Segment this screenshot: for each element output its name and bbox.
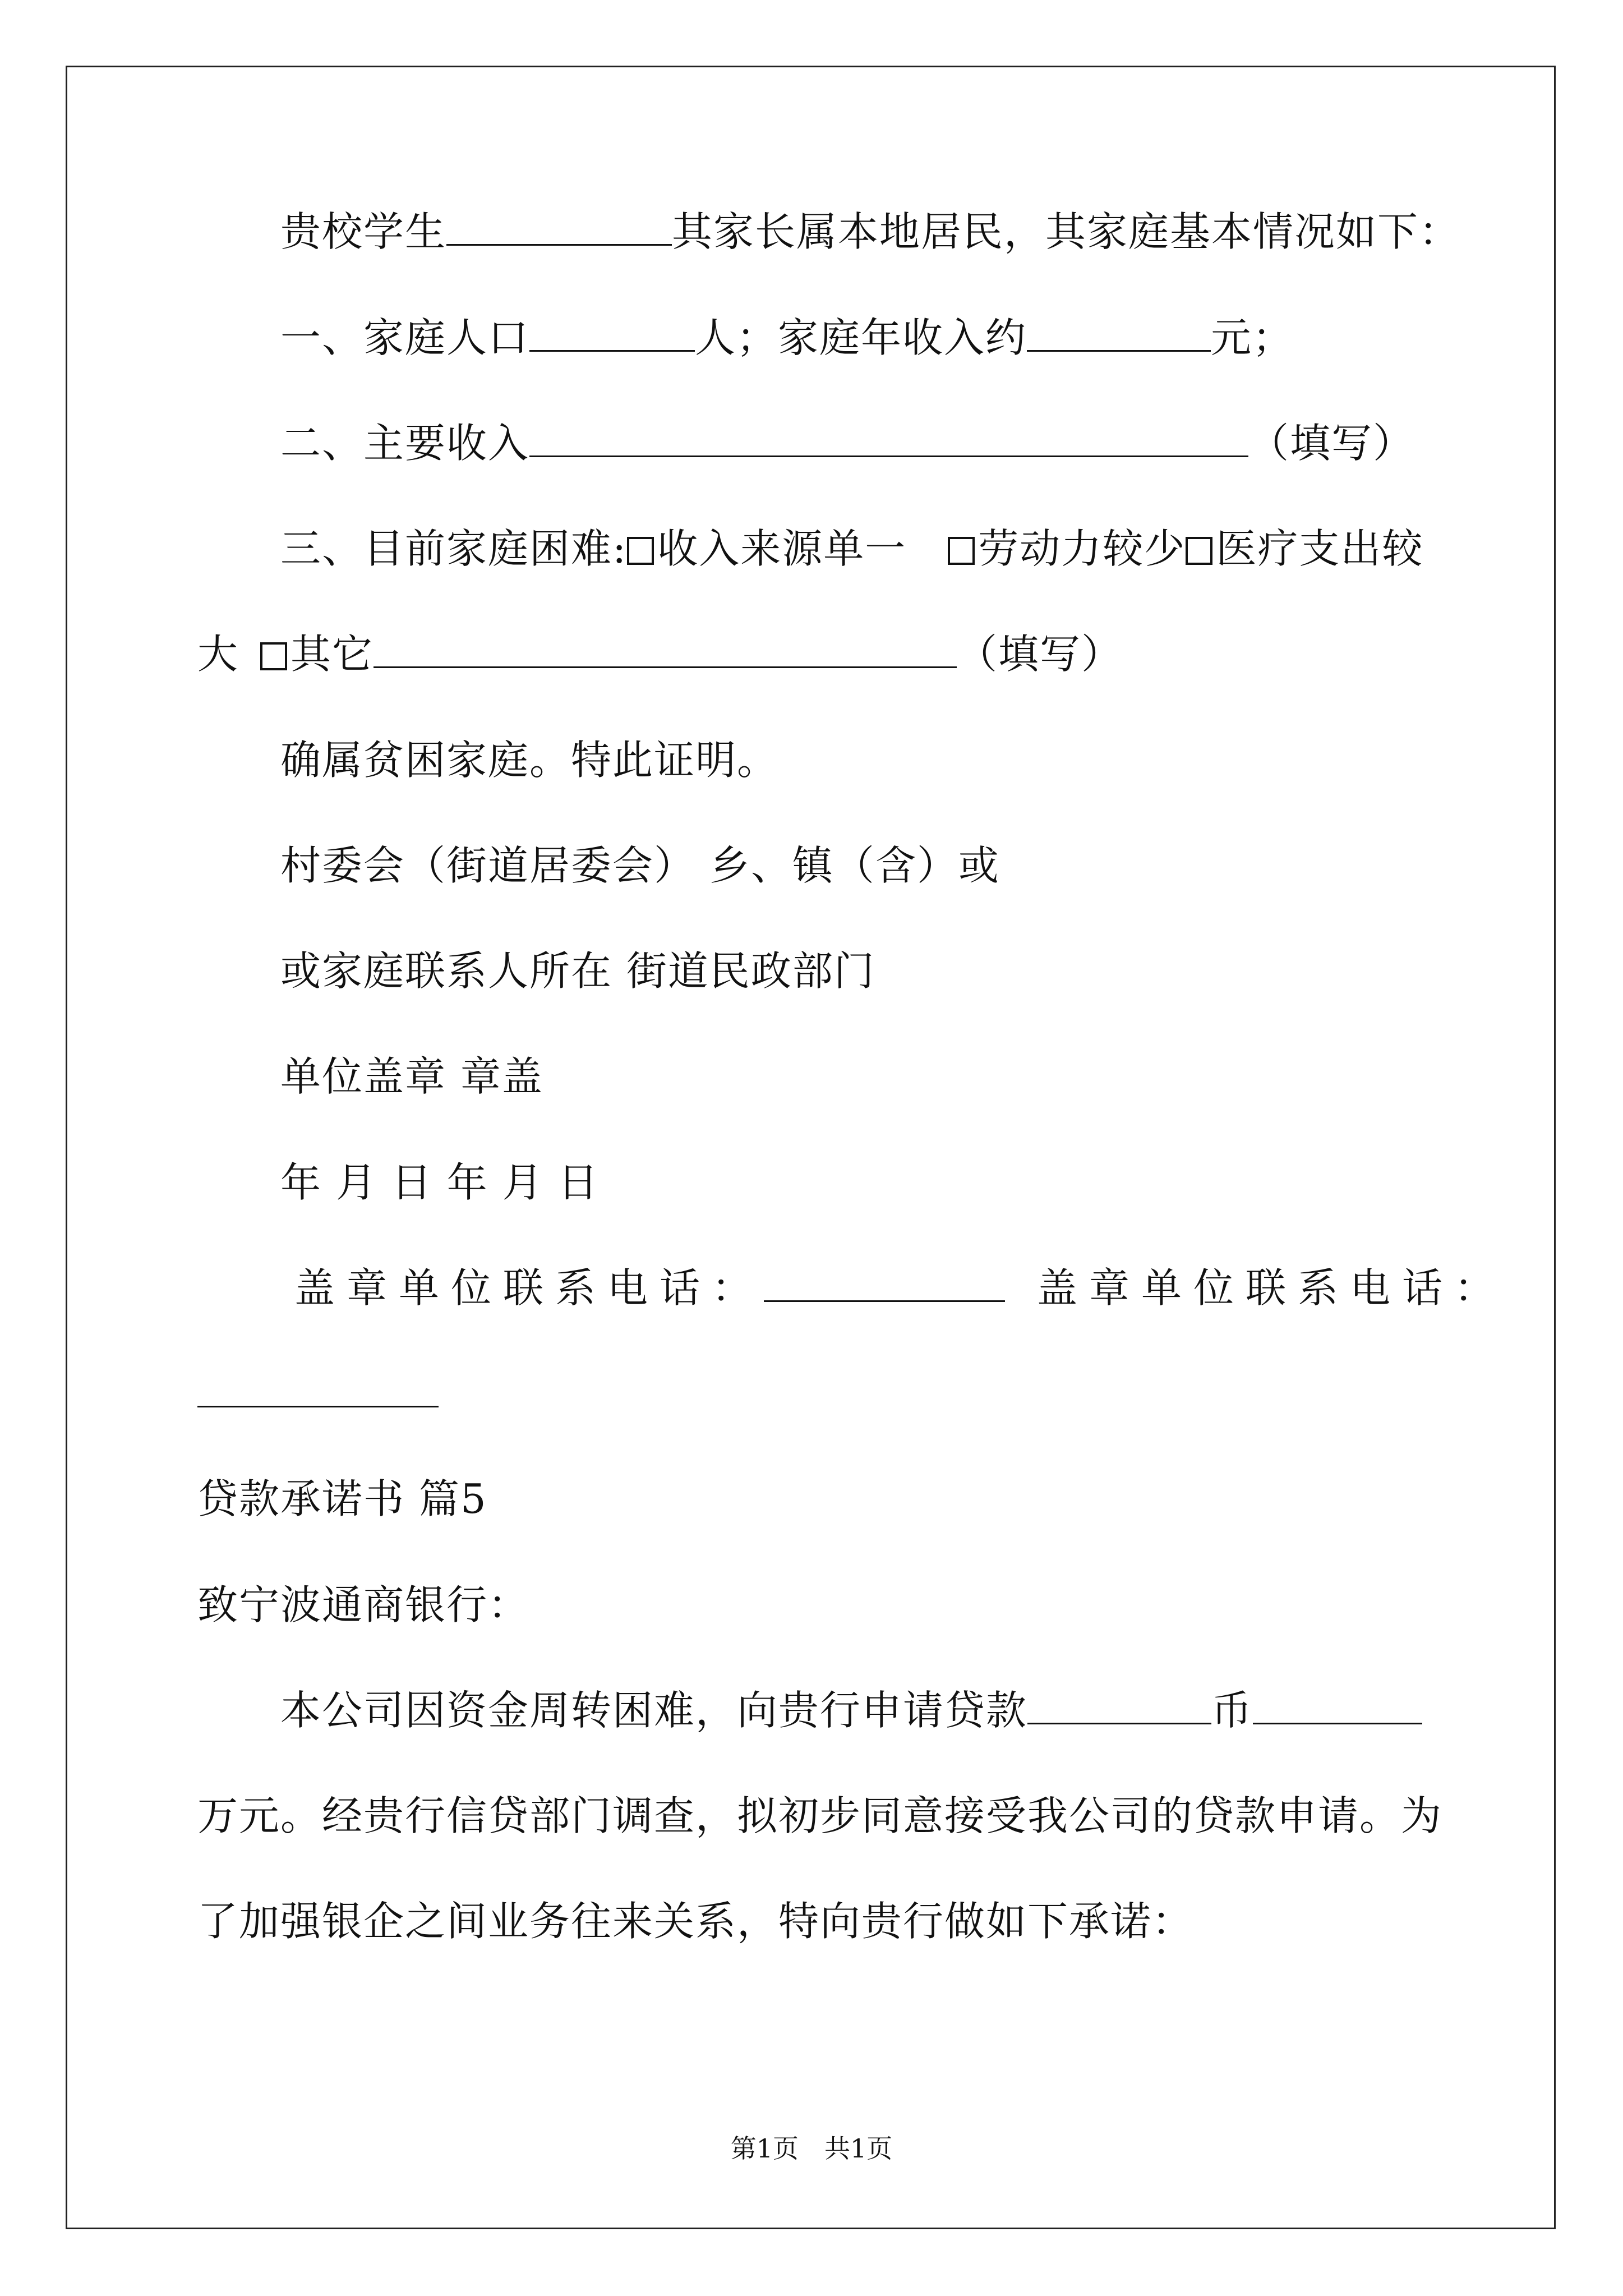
family-population-blank[interactable] <box>529 315 695 352</box>
student-name-blank[interactable] <box>446 209 672 246</box>
seal-phone-blank-1[interactable] <box>764 1266 1005 1302</box>
page-footer: 第1页 共1页 <box>730 2133 893 2164</box>
text-seal-phone-label-1: 盖章单位联系电话： <box>294 1264 764 1312</box>
text-fill-hint: （填写） <box>1248 420 1415 467</box>
paragraph-seal-phone-cont <box>197 1368 439 1419</box>
text-large: 大 <box>197 631 239 678</box>
paragraph-family-size <box>280 312 1294 363</box>
text-family-population-label: 一、家庭人口 <box>280 314 530 361</box>
text-contact-location: 或家庭联系人所在 街道民政部门 <box>280 947 875 995</box>
main-income-blank[interactable] <box>529 421 1248 457</box>
text-unit-seal: 单位盖章 章盖 <box>280 1053 543 1100</box>
loan-amount-blank[interactable] <box>1253 1688 1422 1724</box>
text-household-intro: 其家长属本地居民，其家庭基本情况如下： <box>672 208 1461 255</box>
text-currency-label: 币 <box>1211 1687 1253 1734</box>
text-less-labor: 劳动力较少 <box>978 525 1186 572</box>
checkbox-single-income[interactable] <box>627 537 654 565</box>
annual-income-blank[interactable] <box>1027 315 1211 352</box>
section-heading: 贷款承诺书 篇5 <box>197 1475 487 1522</box>
text-currency-unit: 元； <box>1211 314 1294 361</box>
text-confirm-poverty: 确属贫困家庭。特此证明。 <box>280 737 779 784</box>
text-fill-hint-2: （填写） <box>957 631 1123 678</box>
checkbox-less-labor[interactable] <box>948 537 975 565</box>
text-student-label: 贵校学生 <box>280 208 447 255</box>
paragraph-student-intro <box>280 206 1460 257</box>
text-loan-review: 万元。经贵行信贷部门调查，拟初步同意接受我公司的贷款申请。为 <box>197 1792 1443 1839</box>
text-medical-expense: 医疗支出较 <box>1216 525 1424 572</box>
paragraph-seal-phone <box>294 1263 1506 1313</box>
paragraph-loan-request <box>280 1685 1422 1736</box>
text-date-fields: 年 月 日 年 月 日 <box>280 1159 600 1206</box>
text-village-committee: 村委会（街道居委会） 乡、镇（含）或 <box>280 842 1000 889</box>
other-difficulty-blank[interactable] <box>374 632 957 668</box>
text-other-label: 其它 <box>291 631 374 678</box>
checkbox-other[interactable] <box>260 642 287 670</box>
text-commitment-intro: 了加强银企之间业务往来关系，特向贵行做如下承诺： <box>197 1898 1194 1945</box>
text-annual-income-label: 人；家庭年收入约 <box>695 314 1027 361</box>
loan-currency-blank[interactable] <box>1027 1688 1211 1724</box>
paragraph-difficulties-cont <box>197 629 1123 679</box>
paragraph-difficulties <box>280 523 1423 574</box>
seal-phone-blank-2[interactable] <box>197 1371 439 1407</box>
text-loan-request: 本公司因资金周转困难，向贵行申请贷款 <box>280 1687 1028 1734</box>
text-single-income: 收入来源单一 <box>657 525 907 572</box>
paragraph-main-income <box>280 418 1414 468</box>
text-greeting: 致宁波通商银行： <box>197 1581 530 1628</box>
text-seal-phone-label-2: 盖章单位联系电话： <box>1037 1264 1507 1312</box>
text-main-income-label: 二、主要收入 <box>280 420 530 467</box>
text-difficulties-label: 三、目前家庭困难: <box>280 525 628 572</box>
checkbox-medical-expense[interactable] <box>1186 537 1212 565</box>
